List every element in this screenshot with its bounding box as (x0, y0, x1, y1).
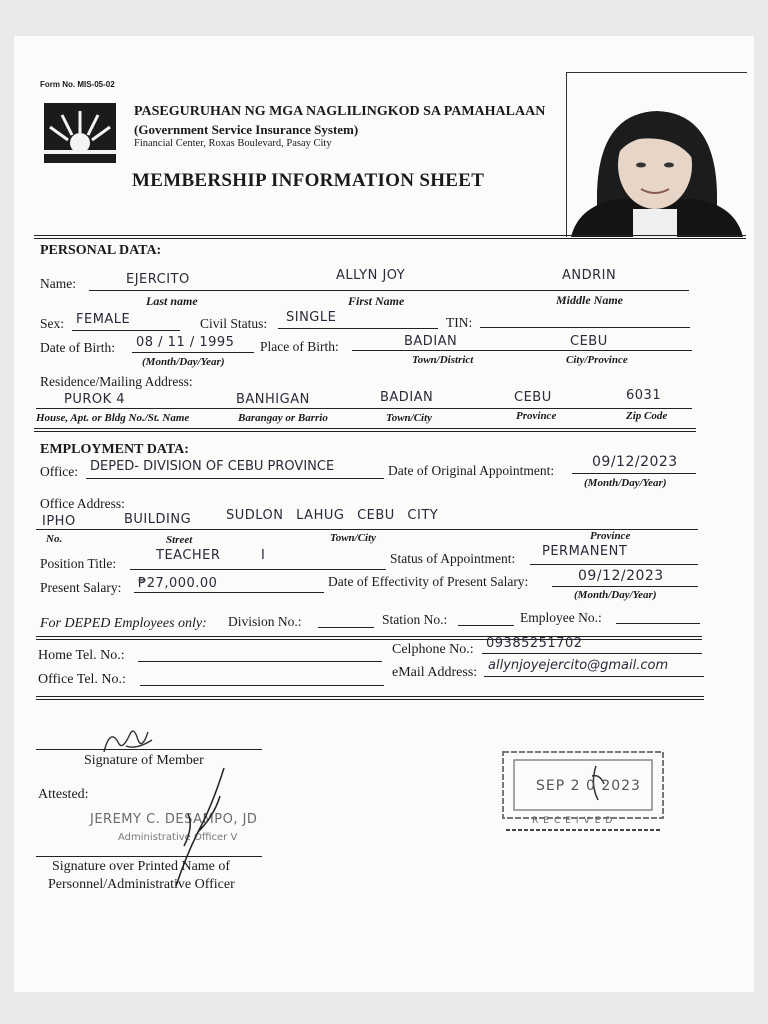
province-caption: Province (516, 410, 557, 422)
salary-effectivity-caption: (Month/Day/Year) (574, 589, 657, 601)
present-salary-label: Present Salary: (40, 580, 122, 595)
address-no-caption: No. (46, 533, 63, 545)
address-street-caption: Street (166, 534, 193, 546)
civil-status-label: Civil Status: (200, 316, 268, 331)
officer-name: JEREMY C. DESAMPO, JD (90, 812, 258, 827)
position-title-value: TEACHER I (156, 548, 266, 563)
original-appointment-value: 09/12/2023 (592, 454, 678, 470)
middle-name-caption: Middle Name (556, 293, 623, 307)
first-name-caption: First Name (348, 294, 405, 308)
pob-label: Place of Birth: (260, 339, 339, 354)
town-city-caption: Town/City (386, 412, 433, 424)
dob-label: Date of Birth: (40, 340, 115, 355)
address-town-caption: Town/City (330, 532, 377, 544)
zip-caption: Zip Code (626, 410, 668, 422)
last-name-value: EJERCITO (126, 272, 190, 287)
status-appointment-label: Status of Appointment: (390, 551, 516, 566)
employee-no-label: Employee No.: (520, 610, 602, 625)
form-number: Form No. MIS-05-02 (40, 80, 115, 89)
sex-value: FEMALE (76, 312, 131, 327)
agency-name: PASEGURUHAN NG MGA NAGLILINGKOD SA PAMAHALAAN (134, 104, 546, 119)
office-address-street-value: BUILDING (124, 512, 192, 527)
position-title-label: Position Title: (40, 556, 117, 571)
pob-city-caption: City/Province (566, 354, 628, 366)
dob-value: 08 / 11 / 1995 (136, 335, 235, 350)
email-value: allynjoyejercito@gmail.com (488, 658, 669, 673)
status-appointment-value: PERMANENT (542, 544, 628, 559)
printed-name-label-2: Personnel/Administrative Officer (48, 877, 235, 892)
salary-effectivity-label: Date of Effectivity of Present Salary: (328, 574, 529, 589)
officer-title: Administrative Officer V (118, 832, 238, 843)
office-value: DEPED- DIVISION OF CEBU PROVINCE (90, 459, 335, 474)
station-no-label: Station No.: (382, 612, 448, 627)
office-tel-label: Office Tel. No.: (38, 672, 126, 687)
home-tel-label: Home Tel. No.: (38, 648, 125, 663)
house-caption: House, Apt. or Bldg No./St. Name (36, 412, 190, 424)
last-name-caption: Last name (146, 294, 198, 308)
civil-status-value: SINGLE (286, 310, 337, 325)
form-title: MEMBERSHIP INFORMATION SHEET (132, 170, 485, 191)
barangay-caption: Barangay or Barrio (238, 412, 328, 424)
printed-name-label-1: Signature over Printed Name of (52, 859, 231, 874)
sex-label: Sex: (40, 316, 65, 331)
first-name-value: ALLYN JOY (336, 268, 406, 283)
middle-name-value: ANDRIN (562, 268, 617, 283)
pob-town-caption: Town/District (412, 354, 474, 366)
attested-label: Attested: (38, 787, 89, 802)
member-signature-label: Signature of Member (84, 753, 204, 768)
pob-town-value: BADIAN (404, 334, 458, 349)
cellphone-label: Celphone No.: (392, 642, 474, 657)
pob-city-value: CEBU (570, 334, 608, 349)
office-label: Office: (40, 464, 78, 479)
residence-town-value: BADIAN (380, 390, 434, 405)
stamp-date: SEP 2 0 2023 (536, 778, 641, 794)
received-stamp (500, 744, 666, 834)
stamp-word: RECEIVED (532, 816, 618, 826)
agency-english-name: (Government Service Insurance System) (134, 122, 359, 137)
original-appointment-caption: (Month/Day/Year) (584, 477, 667, 489)
agency-address: Financial Center, Roxas Boulevard, Pasay City (134, 138, 332, 149)
employment-data-heading: EMPLOYMENT DATA: (40, 442, 189, 457)
present-salary-value: ₱27,000.00 (138, 576, 218, 591)
membership-form (14, 36, 754, 992)
dob-caption: (Month/Day/Year) (142, 356, 225, 368)
division-no-label: Division No.: (228, 614, 302, 629)
residence-province-value: CEBU (514, 390, 552, 405)
name-label: Name: (40, 276, 76, 291)
tin-label: TIN: (446, 315, 473, 330)
residence-house-value: PUROK 4 (64, 392, 126, 407)
original-appointment-label: Date of Original Appointment: (388, 463, 555, 478)
personal-data-heading: PERSONAL DATA: (40, 243, 162, 258)
office-address-no-value: IPHO (42, 514, 76, 529)
address-province-caption: Province (590, 530, 631, 542)
office-address-rest-value: SUDLON LAHUG CEBU CITY (226, 508, 439, 523)
member-photo (566, 72, 747, 237)
residence-label: Residence/Mailing Address: (40, 374, 193, 389)
salary-effectivity-value: 09/12/2023 (578, 568, 664, 584)
residence-zip-value: 6031 (626, 388, 662, 403)
deped-only-label: For DEPED Employees only: (40, 616, 207, 631)
residence-barangay-value: BANHIGAN (236, 392, 310, 407)
cellphone-value: 09385251702 (486, 636, 583, 651)
gsis-logo (44, 103, 116, 163)
office-address-label: Office Address: (40, 496, 125, 511)
email-label: eMail Address: (392, 665, 478, 680)
gsis-sun-icon (44, 103, 116, 163)
